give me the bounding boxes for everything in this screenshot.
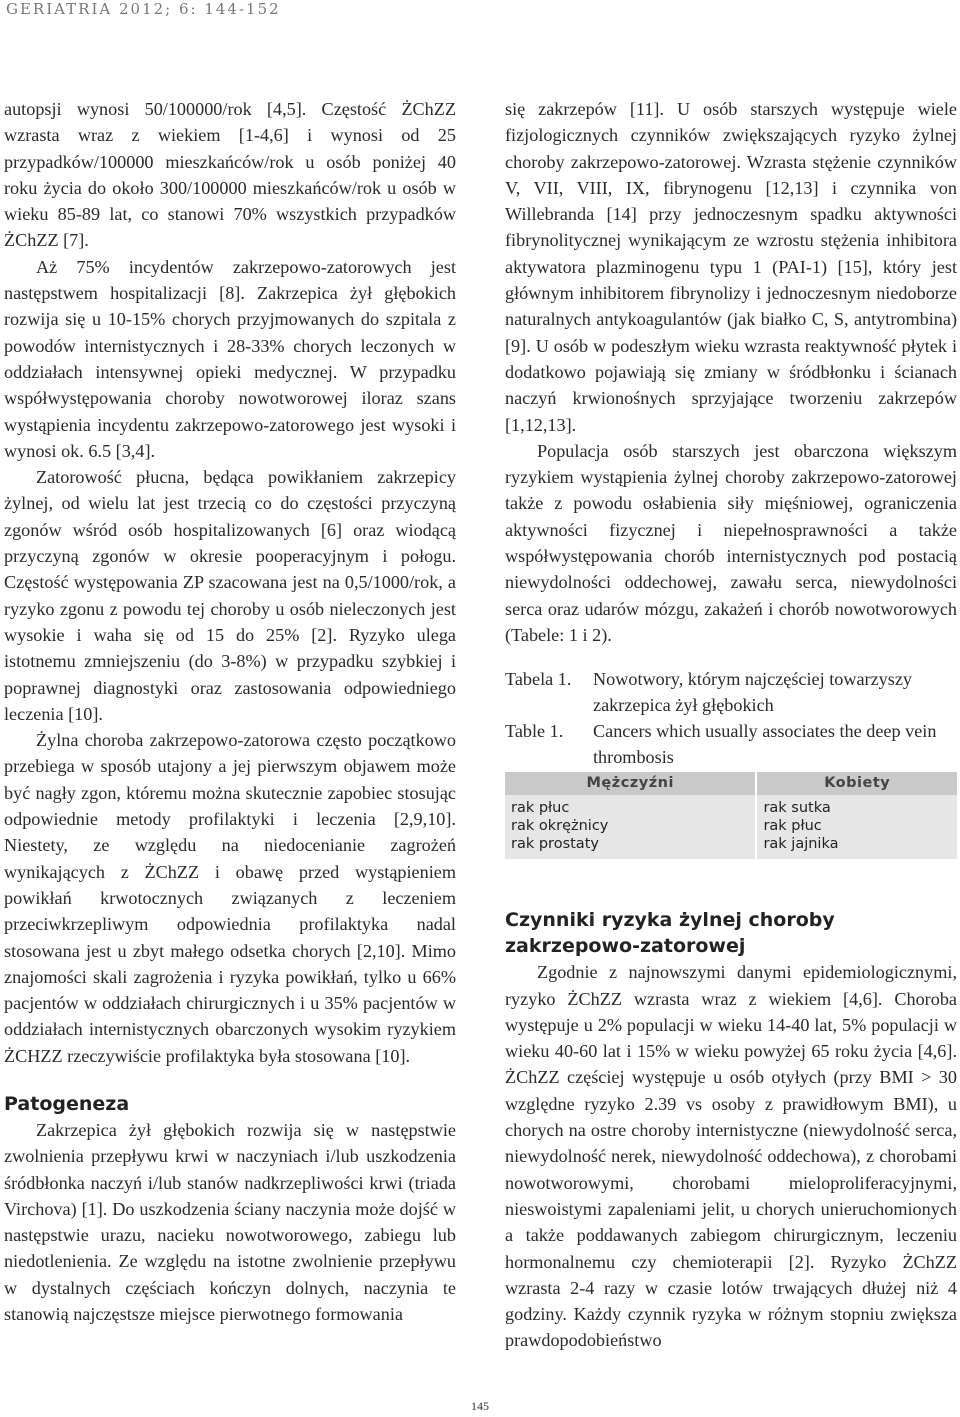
- column-header-men: Mężczyźni: [505, 772, 756, 795]
- paragraph: Populacja osób starszych jest obarczona większym ryzykiem wystąpienia żylnej choroby zakrzepowo-zatorowej także z powodu osłabienia siły mięśniowej, ograniczenia aktywności fizycznej i niepełnosprawności a także współwystępowania chorób internistycznych pod postacią niewydolności oddechowej, zawału serca, niewydolności serca oraz udarów mózgu, zakażeń i chorób nowotworowych (Tabele: 1 i 2).: [505, 440, 957, 645]
- paragraph: autopsji wynosi 50/100000/rok [4,5]. Częstość ŻChZZ wzrasta wraz z wiekiem [1-4,6] i wynosi od 25 przypadków/100000 mieszkańców/rok u osób poniżej 40 roku życia do około 300/100000 mieszkańców/rok u osób w wieku 85-89 lat, co stanowi 70% wszystkich przypadków ŻChZZ [7].: [4, 99, 456, 251]
- caption-text: Cancers which usually associates the deep vein thrombosis: [593, 721, 937, 768]
- paragraph: Aż 75% incydentów zakrzepowo-zatorowych jest następstwem hospitalizacji [8]. Zakrzepica żył głębokich rozwija się u 10-15% chorych przyjmowanych do szpitala z powodów internistycznych i 28-33% chorych leczonych w oddziałach intensywnej opieki medycznej. W przypadku współwystępowania choroby nowotworowej iloraz szans wystąpienia incydentu zakrzepowo-zatorowego jest wysoki i wynosi ok. 6.5 [3,4].: [4, 256, 456, 461]
- table-cell-item: rak płuc: [511, 800, 570, 817]
- table-caption: [505, 666, 957, 770]
- table-row: [505, 795, 957, 859]
- section-heading-patogeneza: Patogeneza: [4, 1092, 130, 1115]
- paragraph: Zatorowość płucna, będąca powikłaniem zakrzepicy żylnej, od wielu lat jest trzecią co do częstości przyczyną zgonów wśród osób hospitalizowanych [6] oraz wiodącą przyczyną zgonów w okresie pooperacyjnym i połogu. Częstość występowania ZP szacowana jest na 0,5/1000/rok, a ryzyko zgonu z powodu tej choroby u osób nieleczonych jest wysokie i waha się od 15 do 25% [2]. Ryzyko ulega istotnemu zmniejszeniu (do 3-8%) w przypadku szybkiej i poprawnej diagnostyki oraz zastosowania odpowiedniego leczenia [10].: [4, 467, 456, 724]
- table-cell-item: rak płuc: [763, 818, 822, 835]
- men-cancers-cell: [505, 795, 756, 859]
- caption-row-en: [505, 718, 957, 770]
- page-number: 145: [471, 1399, 489, 1413]
- section-heading-risk-factors: Czynniki ryzyka żylnej choroby zakrzepowo-zatorowej: [505, 909, 835, 958]
- column-header-women: Kobiety: [756, 772, 957, 795]
- paragraph: się zakrzepów [11]. U osób starszych występuje wiele fizjologicznych czynników zwiększających ryzyko żylnej choroby zakrzepowo-zatorowej. Wzrasta stężenie czynników V, VII, VIII, IX, fibrynogenu [12,13] i czynnika von Willebranda [14] przy jednoczesnym spadku aktywności fibrynolitycznej wynikającym ze wzrostu stężenia inhibitora aktywatora plazminogenu typu 1 (PAI-1) [15], który jest głównym inhibitorem fibrynolizy i jednoczesnym niedoborze naturalnych antykoagulantów (jak białko C, S, antytrombina) [9]. U osób w podeszłym wieku wzrasta reaktywność płytek i dodatkowo pojawiają się zmiany w śródbłonku i ścianach naczyń krwionośnych sprzyjające tworzeniu zakrzepów [1,12,13].: [505, 99, 957, 435]
- left-column: [4, 96, 456, 1327]
- paragraph: Żylna choroba zakrzepowo-zatorowa często początkowo przebiega w sposób utajony a jej pierwszym objawem może być nagły zgon, któremu można skutecznie zapobiec stosując odpowiednie metody profilaktyki i leczenia [2,9,10]. Niestety, ze względu na niedocenianie zagrożeń wynikających z ŻChZZ i obawę przed wystąpieniem powikłań krwotocznych związanych z leczeniem przeciwkrzepliwym odpowiednia profilaktyka nadal stosowana jest u zbyt małego odsetka chorych [2,10]. Mimo znajomości skali zagrożenia i ryzyka powikłań, tylko u 66% pacjentów w oddziałach chirurgicznych i u 35% pacjentów w oddziałach internistycznych obarczonych wysokim ryzykiem ŻCHZZ rzeczywiście profilaktyka była stosowana [10].: [4, 730, 456, 1066]
- table-header-row: [505, 772, 957, 795]
- paragraph: Zgodnie z najnowszymi danymi epidemiologicznymi, ryzyko ŻChZZ wzrasta wraz z wiekiem [4,6]. Choroba występuje u 2% populacji w wieku 14-40 lat, 5% populacji w wieku 40-60 lat i 15% w wieku powyżej 65 roku życia [4,6]. ŻChZZ częściej występuje u osób otyłych (przy BMI > 30 względne ryzyko 2.39 vs osoby z prawidłowym BMI), u chorych na ostre choroby internistyczne (niewydolność serca, niewydolność nerek, niewydolność oddechowa), z chorobami nowotworowymi, chorobami mieloproliferacyjnymi, nieswoistymi zapaleniami jelit, u chorych unieruchomionych a także poddawanych zabiegom chirurgicznym, leczeniu hormonalnemu czy chemioterapii [2]. Ryzyko ŻChZZ wzrasta 2-4 razy w czasie lotów trwających dłużej niż 4 godziny. Każdy czynnik ryzyka w różnym stopniu zwiększa prawdopodobieństwo: [505, 962, 957, 1351]
- caption-label: Tabela 1.: [505, 669, 572, 690]
- cancer-table: [505, 772, 957, 859]
- table-cell-item: rak sutka: [763, 800, 831, 817]
- table-cell-item: rak okrężnicy: [511, 818, 609, 835]
- women-cancers-cell: [756, 795, 957, 859]
- caption-row-pl: [505, 666, 957, 718]
- caption-label: Table 1.: [505, 721, 564, 742]
- caption-text: Nowotwory, którym najczęściej towarzyszy zakrzepica żył głębokich: [593, 669, 913, 716]
- table-cell-item: rak prostaty: [511, 836, 599, 853]
- paragraph: Zakrzepica żył głębokich rozwija się w następstwie zwolnienia przepływu krwi w naczyniach i/lub uszkodzenia śródbłonka naczyń i/lub stanów nadkrzepliwości krwi (triada Virchova) [1]. Do uszkodzenia ściany naczynia może dojść w następstwie urazu, nacieku nowotworowego, zabiegu lub niedotlenienia. Ze względu na istotne zwolnienie przepływu w dystalnych częściach kończyn dolnych, naczynia te stanowią najczęstsze miejsce pierwotnego formowania: [4, 1119, 456, 1325]
- running-head: GERIATRIA 2012; 6: 144-152: [6, 0, 281, 18]
- table-cell-item: rak jajnika: [763, 836, 839, 853]
- right-column: [505, 96, 957, 1354]
